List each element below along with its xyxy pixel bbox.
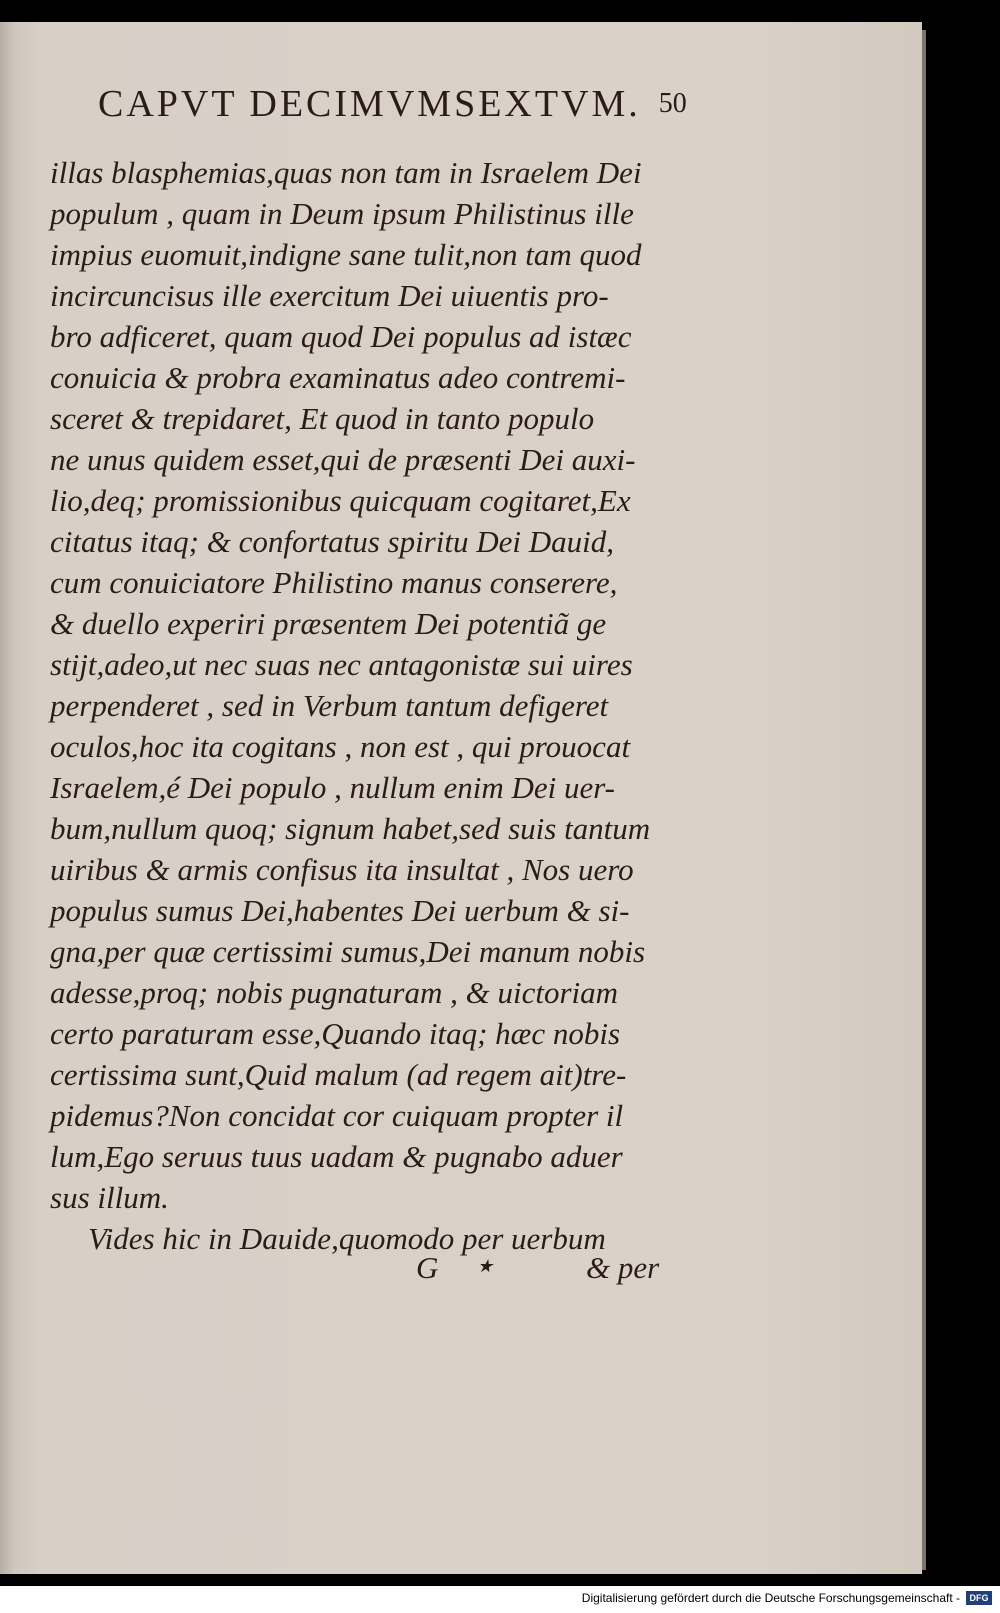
text-line: Israelem,é Dei populo , nullum enim Dei uer- [50, 770, 616, 805]
text-line: adesse,proq; nobis pugnaturam , & uictoriam [50, 975, 619, 1010]
book-page [0, 22, 922, 1574]
text-line: sus illum. [50, 1180, 169, 1215]
signature-line [0, 1250, 700, 1290]
text-line: Vides hic in Dauide,quomodo per uerbum [88, 1221, 606, 1256]
text-line: & duello experiri præsentem Dei potentiã ge [50, 606, 607, 641]
text-line: uiribus & armis confisus ita insultat , Nos uero [50, 852, 634, 887]
text-line: certissima sunt,Quid malum (ad regem ait)tre- [50, 1057, 627, 1092]
footer-bar [0, 1586, 1000, 1613]
text-line: bum,nullum quoq; signum habet,sed suis tantum [50, 811, 651, 846]
text-line: certo paraturam esse,Quando itaq; hæc nobis [50, 1016, 621, 1051]
text-line: pidemus?Non concidat cor cuiquam propter il [50, 1098, 624, 1133]
dfg-logo: DFG [966, 1591, 992, 1605]
signature-mark: G [416, 1250, 439, 1285]
body-text [50, 152, 700, 1259]
text-line: perpenderet , sed in Verbum tantum defigeret [50, 688, 609, 723]
text-line: populus sumus Dei,habentes Dei uerbum & si- [50, 893, 630, 928]
text-line: conuicia & probra examinatus adeo contremi- [50, 360, 626, 395]
text-line: bro adficeret, quam quod Dei populus ad istæc [50, 319, 632, 354]
folio-number: 50 [658, 88, 687, 119]
text-line: incircuncisus ille exercitum Dei uiuentis pro- [50, 278, 609, 313]
catchword: & per [586, 1250, 660, 1285]
text-line: lum,Ego seruus tuus uadam & pugnabo aduer [50, 1139, 623, 1174]
text-line: stijt,adeo,ut nec suas nec antagonistæ sui uires [50, 647, 633, 682]
text-line: gna,per quæ certissimi sumus,Dei manum nobis [50, 934, 646, 969]
signature-ornament: ★ [477, 1256, 494, 1276]
chapter-heading [98, 82, 698, 126]
text-line: lio,deq; promissionibus quicquam cogitaret,Ex [50, 483, 631, 518]
text-line: cum conuiciatore Philistino manus conserere, [50, 565, 618, 600]
text-line: ne unus quidem esset,qui de præsenti Dei auxi- [50, 442, 636, 477]
text-line: oculos,hoc ita cogitans , non est , qui prouocat [50, 729, 631, 764]
text-line: impius euomuit,indigne sane tulit,non tam quod [50, 237, 642, 272]
text-line: populum , quam in Deum ipsum Philistinus ille [50, 196, 634, 231]
funding-credit: Digitalisierung gefördert durch die Deutsche Forschungsgemeinschaft - [581, 1591, 960, 1605]
chapter-heading-text: CAPVT DECIMVMSEXTVM. [98, 83, 641, 125]
page-edge [922, 30, 926, 1570]
text-line: sceret & trepidaret, Et quod in tanto populo [50, 401, 595, 436]
text-line: citatus itaq; & confortatus spiritu Dei Dauid, [50, 524, 615, 559]
text-line: illas blasphemias,quas non tam in Israelem Dei [50, 155, 642, 190]
